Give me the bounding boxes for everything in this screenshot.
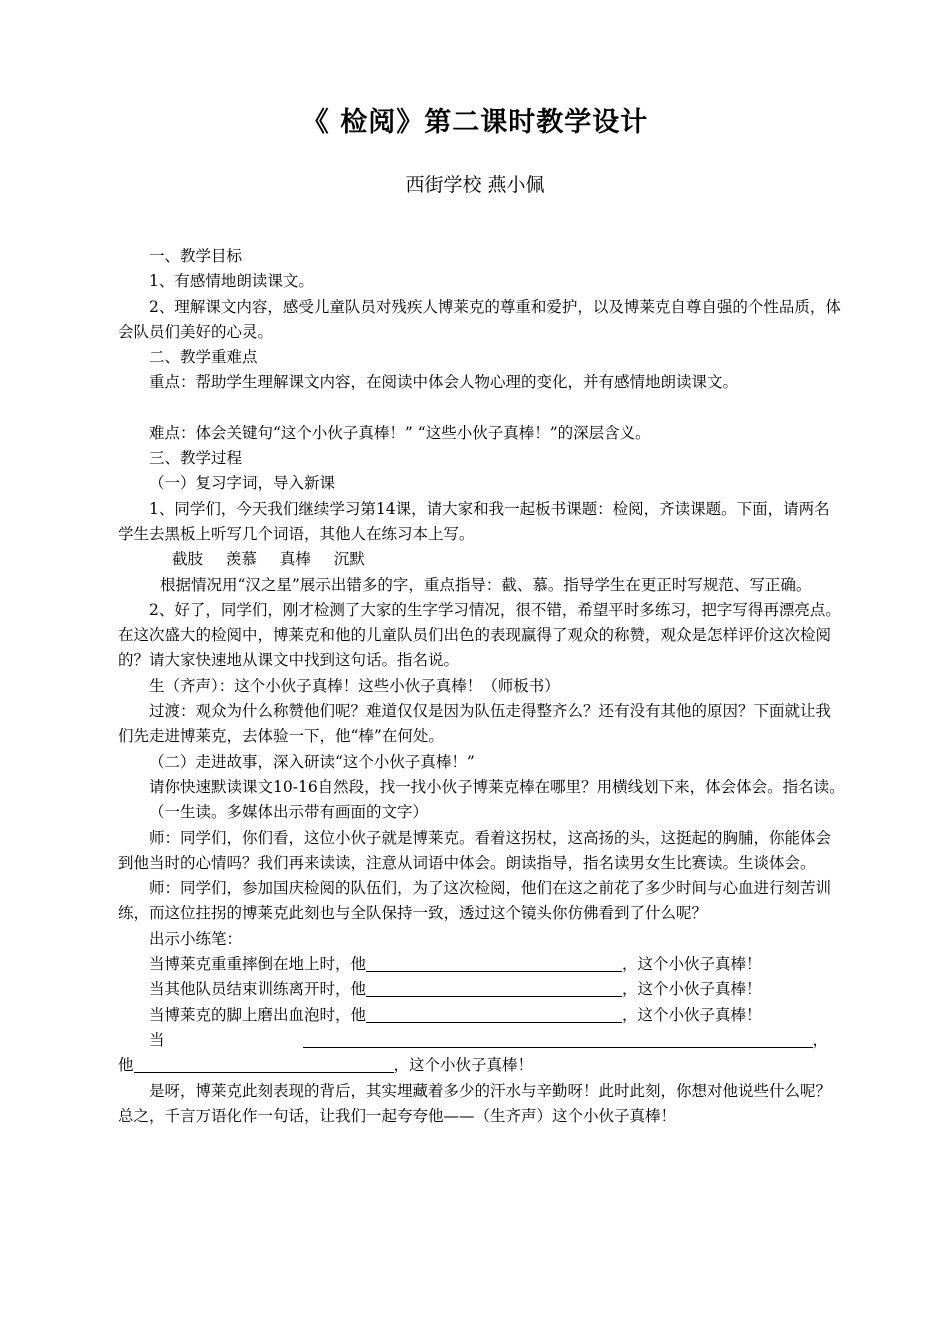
- paragraph: 根据情况用“汉之星”展示出错多的字，重点指导：截、慕。指导学生在更正时写规范、写正确。: [160, 575, 812, 594]
- paragraph: （一生读。多媒体出示带有画面的文字）: [149, 803, 429, 822]
- exercise-prompt: 当博莱克重重摔倒在地上时，他: [149, 955, 367, 974]
- document-title: 《 检阅》第二课时教学设计: [301, 107, 649, 138]
- fill-blank: [366, 953, 622, 972]
- exercise-prompt: 当: [149, 1030, 165, 1049]
- exercise-suffix: ，这个小伙子真棒！: [622, 980, 762, 999]
- goal-1: 1、有感情地朗读课文。: [149, 272, 314, 291]
- exercise-suffix: ，这个小伙子真棒！: [622, 1005, 762, 1024]
- fill-blank: [303, 1029, 813, 1048]
- vocabulary-words: 截肢 羡慕 真棒 沉默: [172, 550, 365, 569]
- paragraph: 师：同学们，你们看，这位小伙子就是博莱克。看着这拐杖，这高扬的头，这挺起的胸脯，你能体会到他当时的心情吗？我们再来读读，注意从词语中体会。朗读指导，指名读男女生比赛读。生谈体会。: [118, 828, 832, 872]
- exercise-suffix: ，这个小伙子真棒！: [622, 955, 762, 974]
- exercise-prompt: 他: [118, 1056, 134, 1075]
- key-point: 重点：帮助学生理解课文内容，在阅读中体会人物心理的变化，并有感情地朗读课文。: [149, 373, 739, 392]
- fill-blank: [366, 1004, 622, 1023]
- difficulty: 难点：体会关键句“这个小伙子真棒！” “这些小伙子真棒！”的深层含义。: [149, 423, 651, 442]
- section-heading-key-points: 二、教学重难点: [149, 348, 258, 367]
- exercise-row: [118, 1028, 845, 1053]
- exercise-row: [118, 977, 845, 1002]
- part-2-heading: （二）走进故事，深入研读“这个小伙子真棒！”: [149, 752, 475, 771]
- paragraph: 师：同学们，参加国庆检阅的队伍们，为了这次检阅，他们在这之前花了多少时间与心血进行刻苦训练，而这位拄拐的博莱克此刻也与全队保持一致，透过这个镜头你仿佛看到了什么呢？: [118, 879, 832, 923]
- section-heading-goals: 一、教学目标: [149, 247, 243, 265]
- spacer: [118, 396, 845, 421]
- document-body: [118, 244, 845, 1129]
- exercise-row: [118, 1053, 845, 1078]
- fill-blank: [134, 1054, 394, 1073]
- part-1-heading: （一）复习字词，导入新课: [149, 474, 336, 493]
- paragraph: 请你快速默读课文10-16自然段，找一找小伙子博莱克棒在哪里？用横线划下来，体会体会。指名读。: [149, 777, 845, 796]
- exercise-label: 出示小练笔：: [149, 929, 243, 948]
- exercise-row: [118, 1003, 845, 1028]
- paragraph: 是呀，博莱克此刻表现的背后，其实埋藏着多少的汗水与辛勤呀！此时此刻，你想对他说些什么呢？总之，千言万语化作一句话，让我们一起夸夸他——（生齐声）这个小伙子真棒！: [118, 1081, 832, 1125]
- goal-2: 2、理解课文内容，感受儿童队员对残疾人博莱克的尊重和爱护，以及博莱克自尊自强的个性品质，体会队员们美好的心灵。: [118, 297, 841, 341]
- fill-blank: [366, 978, 622, 997]
- paragraph: 1、同学们，今天我们继续学习第14课，请大家和我一起板书课题：检阅，齐读课题。下面，请两名学生去黑板上听写几个词语，其他人在练习本上写。: [118, 499, 830, 543]
- paragraph: 2、好了，同学们，刚才检测了大家的生字学习情况，很不错，希望平时多练习，把字写得再漂亮点。在这次盛大的检阅中，博莱克和他的儿童队员们出色的表现赢得了观众的称赞，观众是怎样评价这次检阅的？请大家快速地从课文中找到这句话。指名说。: [118, 600, 841, 670]
- paragraph: 过渡：观众为什么称赞他们呢？难道仅仅是因为队伍走得整齐么？还有没有其他的原因？下面就让我们先走进博莱克，去体验一下，他“棒”在何处。: [118, 702, 832, 746]
- exercise-row: [118, 952, 845, 977]
- exercise-suffix: ，这个小伙子真棒！: [393, 1056, 534, 1075]
- exercise-comma: ，: [812, 1030, 829, 1049]
- document-author: 西街学校 燕小佩: [405, 174, 545, 196]
- paragraph: 生（齐声）：这个小伙子真棒！这些小伙子真棒！（师板书）: [149, 676, 560, 695]
- exercise-prompt: 当博莱克的脚上磨出血泡时，他: [149, 1005, 367, 1024]
- section-heading-process: 三、教学过程: [149, 449, 243, 468]
- exercise-prompt: 当其他队员结束训练离开时，他: [149, 980, 367, 999]
